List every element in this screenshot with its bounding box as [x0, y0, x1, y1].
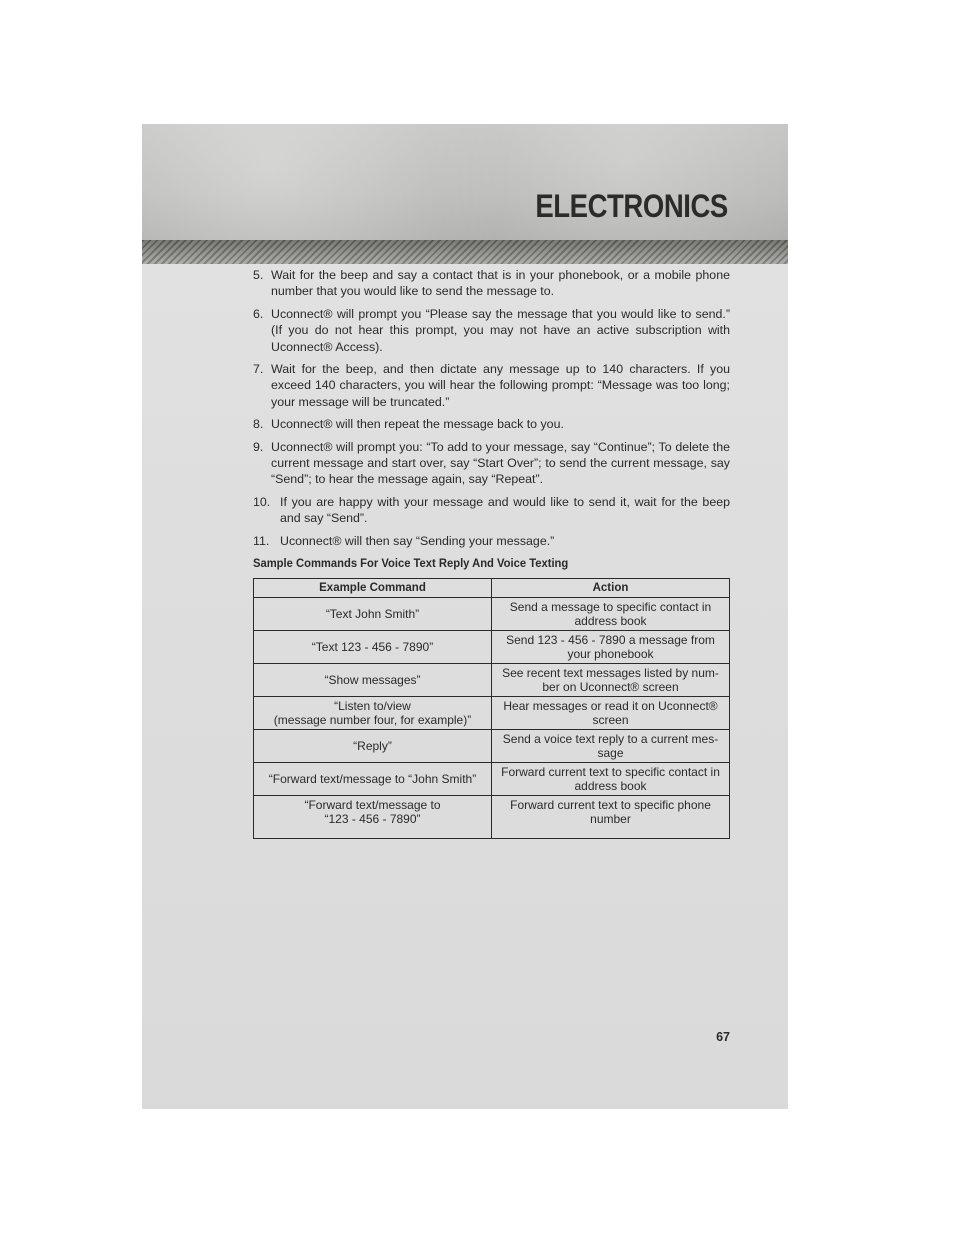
table-row — [254, 663, 730, 696]
step-number: 6. — [253, 306, 264, 321]
step-number: 10. — [253, 494, 271, 509]
step-text: Wait for the beep, and then dictate any message up to 140 characters. If you exceed 140 characters, you will hear the following prompt: “Message was too long; your message will be truncated.” — [271, 362, 730, 409]
section-title: ELECTRONICS — [535, 188, 728, 224]
step-number: 8. — [253, 417, 264, 432]
step-number: 7. — [253, 362, 264, 377]
action-cell: Hear messages or read it on Uconnect® screen — [492, 696, 730, 729]
table-row — [254, 729, 730, 762]
command-cell: “Forward text/message to “123 - 456 - 7890” — [254, 795, 492, 838]
column-header-action: Action — [492, 578, 730, 597]
step-number: 11. — [253, 533, 270, 548]
step-item — [253, 361, 730, 410]
step-item — [253, 439, 730, 488]
action-cell: Send 123 - 456 - 7890 a message from your phonebook — [492, 630, 730, 663]
command-cell: “Forward text/message to “John Smith” — [254, 762, 492, 795]
page-number: 67 — [716, 1030, 730, 1044]
page-content — [253, 267, 730, 839]
step-item — [253, 306, 730, 355]
step-text: Uconnect® will then say “Sending your message.” — [280, 533, 555, 548]
step-number: 5. — [253, 268, 264, 282]
header-texture-band — [142, 240, 788, 264]
step-text: Uconnect® will prompt you “Please say the message that you would like to send.” (If you do not hear this prompt, you may not have an active subscription with Uconnect® Access). — [271, 306, 730, 354]
command-cell: “Show messages” — [254, 663, 492, 696]
step-item — [253, 416, 730, 432]
step-text: If you are happy with your message and would like to send it, wait for the beep and say “Send”. — [280, 494, 730, 526]
table-row — [254, 597, 730, 630]
step-text: Wait for the beep and say a contact that is in your phonebook, or a mobile phone number that you would like to send the message to. — [271, 268, 730, 299]
action-cell: Send a voice text reply to a current mes-sage — [492, 729, 730, 762]
step-item — [253, 533, 730, 549]
action-cell: Forward current text to specific contact in address book — [492, 762, 730, 795]
step-item — [253, 267, 730, 300]
table-row — [254, 630, 730, 663]
step-text: Uconnect® will prompt you: “To add to your message, say “Continue”; To delete the current message and start over, say “Start Over”; to send the current message, say “Send”; to hear the message again, say “Repeat”. — [271, 439, 730, 487]
column-header-command: Example Command — [254, 578, 492, 597]
step-number: 9. — [253, 439, 264, 454]
command-cell: “Reply” — [254, 729, 492, 762]
table-row — [254, 795, 730, 838]
command-cell: “Text 123 - 456 - 7890” — [254, 630, 492, 663]
table-row — [254, 696, 730, 729]
action-cell: Send a message to specific contact in address book — [492, 597, 730, 630]
table-row — [254, 762, 730, 795]
action-cell: See recent text messages listed by num-ber on Uconnect® screen — [492, 663, 730, 696]
table-heading: Sample Commands For Voice Text Reply And Voice Texting — [253, 556, 569, 571]
command-cell: “Text John Smith” — [254, 597, 492, 630]
voice-commands-table — [253, 578, 730, 839]
step-text: Uconnect® will then repeat the message back to you. — [271, 417, 564, 432]
page-header — [142, 124, 788, 240]
action-cell: Forward current text to specific phone number — [492, 795, 730, 838]
command-cell: “Listen to/view (message number four, for example)” — [254, 696, 492, 729]
steps-list — [253, 267, 730, 549]
manual-page — [142, 124, 788, 1109]
table-header-row — [254, 578, 730, 597]
step-item — [253, 494, 730, 527]
